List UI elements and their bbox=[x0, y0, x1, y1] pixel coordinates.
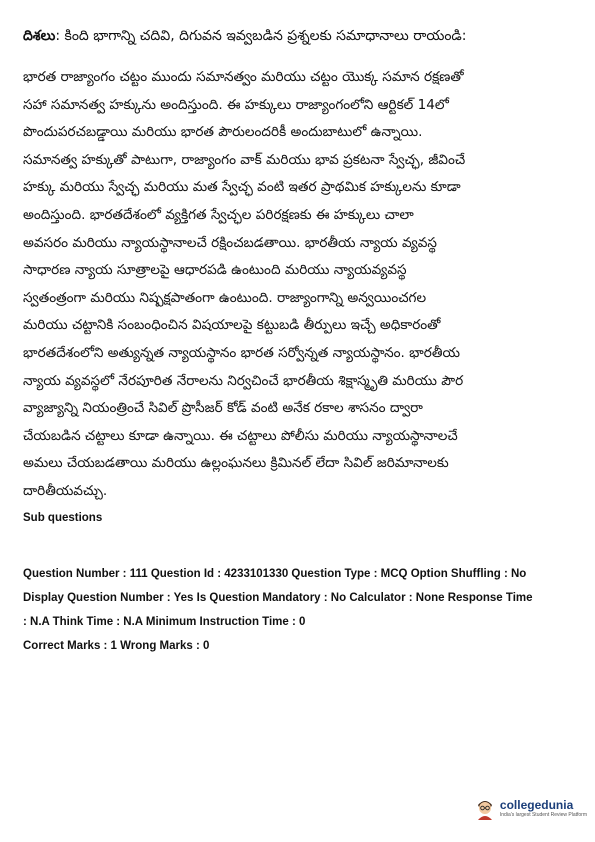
passage-line: పొందుపరచబడ్డాయి మరియు భారత పౌరులందరికీ అందుబాటులో ఉన్నాయి. bbox=[23, 124, 423, 141]
logo-name: collegedunia bbox=[499, 798, 574, 812]
student-mascot-icon bbox=[474, 796, 496, 820]
metadata-line: Display Question Number : Yes Is Question Mandatory : No Calculator : None Response Time bbox=[23, 592, 533, 604]
passage-line: సమానత్వ హక్కుతో పాటుగా, రాజ్యాంగం వాక్ మరియు భావ ప్రకటనా స్వేచ్ఛ, జీవించే bbox=[23, 151, 466, 168]
passage-line: భారత రాజ్యాంగం చట్టం ముందు సమానత్వం మరియు చట్టం యొక్క సమాన రక్షణతో bbox=[23, 69, 464, 85]
collegedunia-logo bbox=[474, 796, 587, 820]
question-metadata bbox=[23, 562, 578, 658]
instructions bbox=[23, 27, 573, 45]
passage-line: హక్కు మరియు స్వేచ్ఛ మరియు మత స్వేచ్ఛ వంటి ఇతర ప్రాథమిక హక్కులను కూడా bbox=[23, 179, 461, 196]
passage-line: సాధారణ న్యాయ సూత్రాలపై ఆధారపడి ఉంటుంది మరియు న్యాయవ్యవస్థ bbox=[23, 262, 407, 279]
metadata-line: Correct Marks : 1 Wrong Marks : 0 bbox=[23, 640, 210, 652]
passage-line: చేయబడిన చట్టాలు కూడా ఉన్నాయి. ఈ చట్టాలు పోలీసు మరియు న్యాయస్థానాలచే bbox=[23, 427, 458, 444]
passage-line: స్వతంత్రంగా మరియు నిష్పక్షపాతంగా ఉంటుంది. రాజ్యాంగాన్ని అన్వయించగల bbox=[23, 289, 427, 306]
instructions-text: : కింది భాగాన్ని చదివి, దిగువన ఇవ్వబడిన ప్రశ్నలకు సమాధానాలు రాయండి: bbox=[55, 28, 467, 44]
metadata-line: Question Number : 111 Question Id : 4233101330 Question Type : MCQ Option Shuffling : No bbox=[23, 568, 527, 580]
passage-line: అందిస్తుంది. భారతదేశంలో వ్యక్తిగత స్వేచ్ఛల పరిరక్షణకు ఈ హక్కులు చాలా bbox=[23, 206, 414, 223]
passage-line: మరియు చట్టానికి సంబంధించిన విషయాలపై కట్టుబడి తీర్పులు ఇచ్చే అధికారంతో bbox=[23, 317, 441, 334]
metadata-line: : N.A Think Time : N.A Minimum Instruction Time : 0 bbox=[23, 616, 306, 628]
instructions-label: దిశలు bbox=[23, 28, 56, 44]
logo-tagline: India's largest Student Review Platform bbox=[499, 812, 587, 818]
passage-line: సహా సమానత్వ హక్కును అందిస్తుంది. ఈ హక్కులు రాజ్యాంగంలోని ఆర్టికల్ 14లో bbox=[23, 96, 449, 113]
reading-passage bbox=[23, 64, 575, 506]
passage-line: అమలు చేయబడతాయి మరియు ఉల్లంఘనలు క్రిమినల్ లేదా సివిల్ జరిమానాలకు bbox=[23, 455, 449, 472]
sub-questions-heading: Sub questions bbox=[23, 512, 103, 524]
passage-line: భారతదేశంలోని అత్యున్నత న్యాయస్థానం భారత సర్వోన్నత న్యాయస్థానం. భారతీయ bbox=[23, 344, 460, 361]
passage-line: న్యాయ వ్యవస్థలో నేరపూరిత నేరాలను నిర్వచించే భారతీయ శిక్షాస్మృతి మరియు పౌర bbox=[23, 372, 464, 389]
passage-line: వ్యాజ్యాన్ని నియంత్రించే సివిల్ ప్రొసీజర్ కోడ్ వంటి అనేక రకాల శాసనం ద్వారా bbox=[23, 400, 423, 417]
passage-line: దారితీయవచ్చు. bbox=[23, 482, 108, 499]
passage-line: అవసరం మరియు న్యాయస్థానాలచే రక్షించబడతాయి. భారతీయ న్యాయ వ్యవస్థ bbox=[23, 234, 437, 251]
